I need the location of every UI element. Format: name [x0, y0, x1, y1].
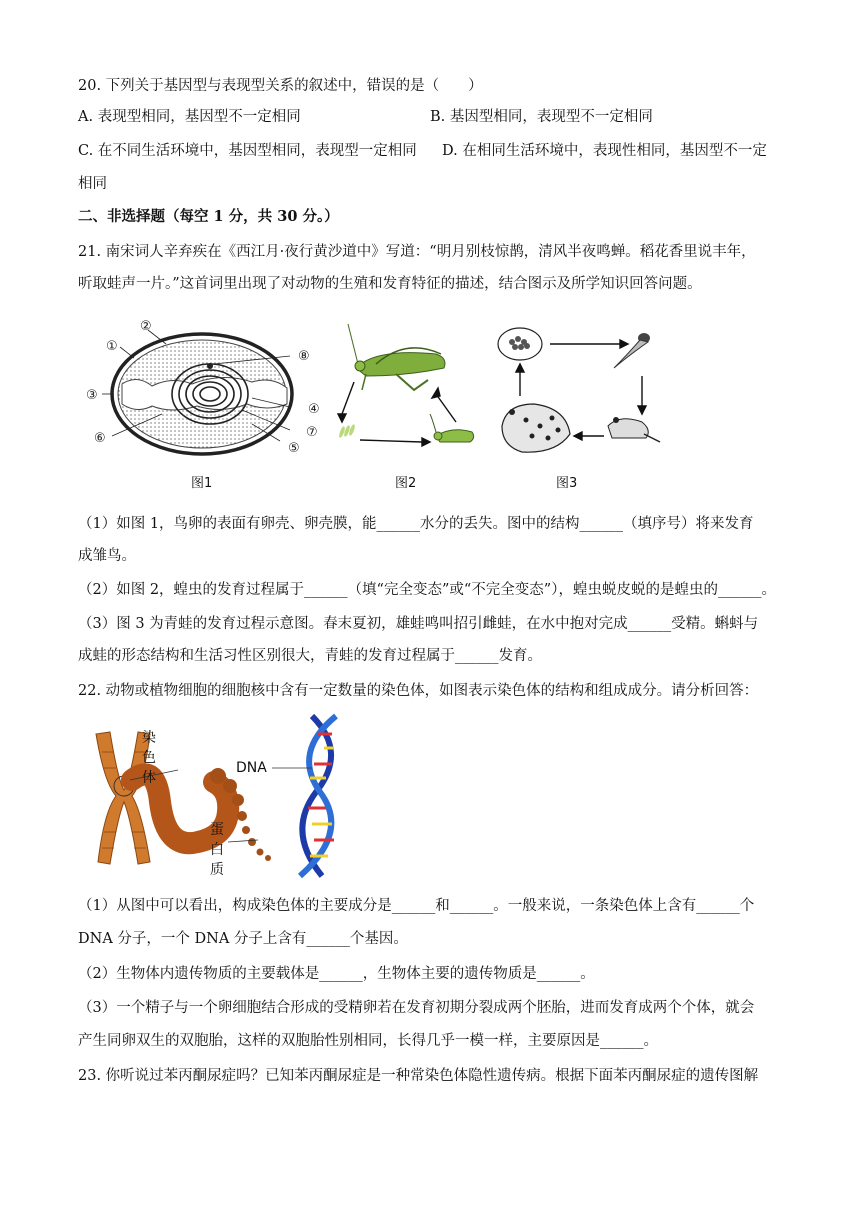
nymph — [430, 414, 474, 442]
q21-part1-line2: 成雏鸟。 — [78, 548, 136, 564]
chromosome-diagram — [86, 712, 346, 882]
q23-stem: 23. 你听说过苯丙酮尿症吗？已知苯丙酮尿症是一种常染色体隐性遗传病。根据下面苯丙酮尿症的遗传图解 — [78, 1068, 759, 1084]
chromosome-label-2: 色 — [142, 750, 156, 766]
q20-option-d-cont: 相同 — [78, 176, 107, 192]
protein-label-2: 白 — [210, 842, 224, 858]
label-2: ② — [140, 319, 152, 334]
q22-part1-line1: （1）从图中可以看出，构成染色体的主要成分是______和______。一般来说，一条染色体上含有______个 — [78, 898, 755, 914]
q21-part3-line1: （3）图 3 为青蛙的发育过程示意图。春末夏初，雄蛙鸣叫招引雌蛙，在水中抱对完成______受精。蝌蚪与 — [78, 616, 759, 632]
germinal-disc — [207, 363, 213, 369]
young-frog — [608, 417, 660, 442]
section-title: 二、非选择题（每空 1 分，共 30 分。） — [78, 208, 339, 225]
q20-option-d: D. 在相同生活环境中，表现性相同，基因型不一定 — [442, 143, 767, 159]
q22-part3-line2: 产生同卵双生的双胞胎，这样的双胞胎性别相同，长得几乎一模一样，主要原因是______。 — [78, 1033, 658, 1049]
q20-stem: 20. 下列关于基因型与表现型关系的叙述中，错误的是（ ） — [78, 78, 483, 94]
q22-part3-line1: （3）一个精子与一个卵细胞结合形成的受精卵若在发育初期分裂成两个胚胎，进而发育成两个个体，就会 — [78, 1000, 755, 1016]
adult-frog — [502, 404, 570, 452]
label-8: ⑧ — [298, 349, 310, 364]
dna-helix — [300, 716, 336, 876]
label-1: ① — [106, 339, 118, 354]
label-6: ⑥ — [94, 431, 106, 446]
caption-fig1: 图1 — [191, 476, 213, 491]
locust-diagram — [336, 318, 486, 458]
eggs — [338, 424, 356, 439]
q20-option-a: A. 表现型相同，基因型不一定相同 — [78, 109, 301, 125]
q21-stem-line1: 21. 南宋词人辛弃疾在《西江月·夜行黄沙道中》写道：“明月别枝惊鹊，清风半夜鸣蝉。稻花香里说丰年， — [78, 244, 756, 260]
label-7: ⑦ — [306, 425, 318, 440]
tadpole — [614, 333, 650, 368]
q21-part2: （2）如图 2，蝗虫的发育过程属于______（填“完全变态”或“不完全变态”），蝗虫蜕皮蜕的是蝗虫的______。 — [78, 582, 776, 598]
q20-option-c: C. 在不同生活环境中，基因型相同，表现型一定相同 — [78, 143, 417, 159]
q21-stem-line2: 听取蛙声一片。”这首词里出现了对动物的生殖和发育特征的描述，结合图示及所学知识回答问题。 — [78, 276, 702, 292]
q21-part3-line2: 成蛙的形态结构和生活习性区别很大，青蛙的发育过程属于______发育。 — [78, 648, 542, 664]
chromosome-label-1: 染 — [142, 730, 156, 746]
chromosome-label-3: 体 — [142, 770, 156, 786]
label-3: ③ — [86, 388, 98, 403]
egg-diagram — [82, 314, 332, 474]
caption-fig3: 图3 — [556, 476, 578, 491]
q20-option-b: B. 基因型相同，表现型不一定相同 — [430, 109, 653, 125]
label-5: ⑤ — [288, 441, 300, 456]
protein-label-1: 蛋 — [210, 822, 224, 838]
frog-eggs — [498, 328, 542, 360]
q21-part1-line1: （1）如图 1，鸟卵的表面有卵壳、卵壳膜，能______水分的丢失。图中的结构______（填序号）将来发育 — [78, 516, 754, 532]
adult-locust — [348, 324, 445, 390]
caption-fig2: 图2 — [395, 476, 417, 491]
q22-stem: 22. 动物或植物细胞的细胞核中含有一定数量的染色体，如图表示染色体的结构和组成成分。请分析回答： — [78, 683, 759, 699]
dna-label: DNA — [236, 760, 267, 776]
label-4: ④ — [308, 402, 320, 417]
q22-part2: （2）生物体内遗传物质的主要载体是______，生物体主要的遗传物质是______。 — [78, 966, 595, 982]
frog-diagram — [496, 322, 666, 462]
q22-part1-line2: DNA 分子，一个 DNA 分子上含有______个基因。 — [78, 931, 408, 947]
protein-label-3: 质 — [210, 862, 224, 878]
